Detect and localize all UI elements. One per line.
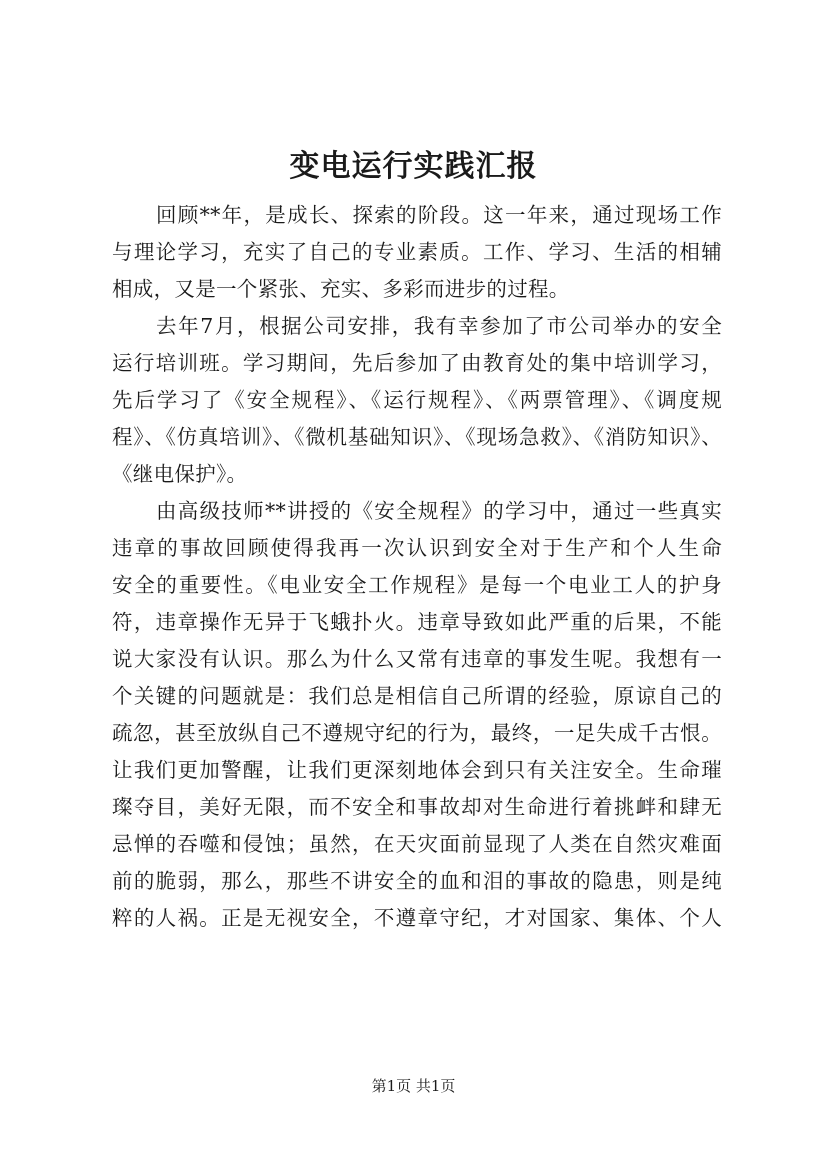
body-line: 个关键的问题就是：我们总是相信自己所谓的经验，原谅自己的 xyxy=(112,684,722,708)
body-line: 《继电保护》。 xyxy=(112,462,248,486)
body-line: 粹的人祸。正是无视安全，不遵章守纪，才对国家、集体、个人 xyxy=(112,906,722,930)
body-line: 让我们更加警醒，让我们更深刻地体会到只有关注安全。生命璀 xyxy=(112,758,722,782)
body-line: 符，违章操作无异于飞蛾扑火。违章导致如此严重的后果，不能 xyxy=(112,610,722,634)
body-line: 相成，又是一个紧张、充实、多彩而进步的过程。 xyxy=(112,277,570,301)
body-line: 程》、《仿真培训》、《微机基础知识》、《现场急救》、《消防知识》、 xyxy=(112,425,722,449)
body-line: 与理论学习，充实了自己的专业素质。工作、学习、生活的相辅 xyxy=(112,240,722,264)
body-line: 疏忽，甚至放纵自己不遵规守纪的行为，最终，一足失成千古恨。 xyxy=(112,721,722,745)
body-line: 安全的重要性。《电业安全工作规程》是每一个电业工人的护身 xyxy=(112,573,722,597)
body-line: 说大家没有认识。那么为什么又常有违章的事发生呢。我想有一 xyxy=(112,647,722,671)
body-line: 忌惮的吞噬和侵蚀；虽然，在天灾面前显现了人类在自然灾难面 xyxy=(112,832,722,856)
document-title: 变电运行实践汇报 xyxy=(289,149,538,184)
page-number-footer: 第1页 共1页 xyxy=(371,1077,456,1095)
body-line: 前的脆弱，那么，那些不讲安全的血和泪的事故的隐患，则是纯 xyxy=(112,869,722,893)
body-line: 璨夺目，美好无限，而不安全和事故却对生命进行着挑衅和肆无 xyxy=(112,795,722,819)
body-line: 运行培训班。学习期间，先后参加了由教育处的集中培训学习， xyxy=(112,351,722,375)
body-line: 先后学习了《安全规程》、《运行规程》、《两票管理》、《调度规 xyxy=(112,388,722,412)
document-body xyxy=(112,197,722,937)
body-line: 由高级技师**讲授的《安全规程》的学习中，通过一些真实 xyxy=(156,499,722,523)
body-line: 去年7月，根据公司安排，我有幸参加了市公司举办的安全 xyxy=(156,314,722,338)
body-line: 违章的事故回顾使得我再一次认识到安全对于生产和个人生命 xyxy=(112,536,722,560)
body-line: 回顾**年，是成长、探索的阶段。这一年来，通过现场工作 xyxy=(156,203,722,227)
